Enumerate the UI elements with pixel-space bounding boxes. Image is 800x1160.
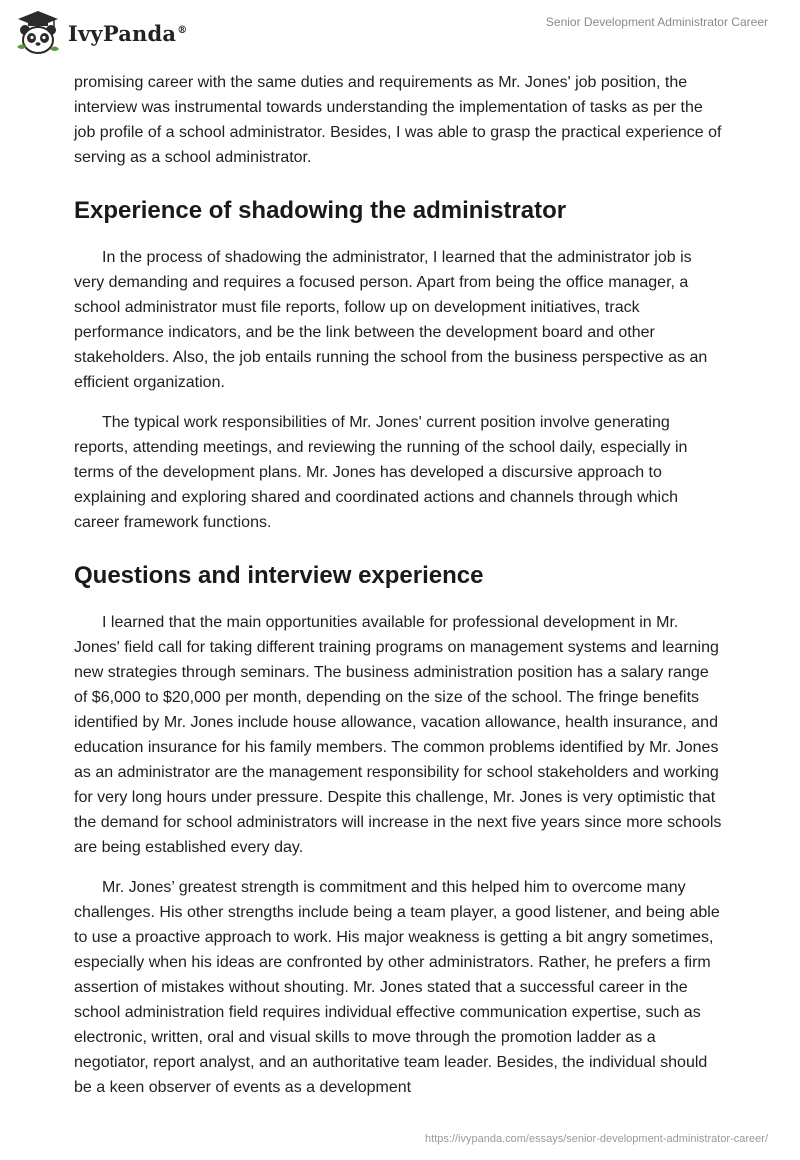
ivypanda-logo[interactable]: [14, 8, 187, 58]
essay-content: [74, 70, 726, 1115]
panda-graduate-logo-icon: [14, 9, 62, 57]
section-heading-questions: Questions and interview experience: [74, 562, 484, 589]
paragraph: Mr. Jones’ greatest strength is commitment and this helped him to overcome many challenges. His other strengths include being a team player, a good listener, and being able to use a proactive approach to work. His major weakness is getting a bit angry sometimes, especially when his ideas are confronted by other administrators. Rather, he prefers a firm assertion of mistakes without shouting. Mr. Jones stated that a successful career in the school administration field requires individual effective communication expertise, such as electronic, written, oral and visual skills to move through the promotion ladder as a negotiator, report analyst, and an authoritative team leader. Besides, the individual should be a keen observer of events as a development: [74, 879, 720, 1096]
section-heading-shadowing: Experience of shadowing the administrator: [74, 197, 567, 224]
intro-paragraph: promising career with the same duties and requirements as Mr. Jones' job position, the interview was instrumental towards understanding the implementation of tasks as per the job profile of a school administrator. Besides, I was able to grasp the practical experience of serving as a school administrator.: [74, 74, 722, 166]
brand-name: IvyPanda®: [68, 20, 188, 46]
paragraph: In the process of shadowing the administrator, I learned that the administrator job is very demanding and requires a focused person. Apart from being the office manager, a school administrator must file reports, follow up on development initiatives, track performance indicators, and be the link between the development board and other stakeholders. Also, the job entails running the school from the business perspective as an efficient organization.: [74, 249, 708, 391]
paragraph: The typical work responsibilities of Mr. Jones' current position involve generating reports, attending meetings, and reviewing the running of the school daily, especially in terms of the development plans. Mr. Jones has developed a discursive approach to explaining and exploring shared and coordinated actions and channels through which career framework functions.: [74, 414, 688, 531]
paragraph: I learned that the main opportunities available for professional development in Mr. Jones' field call for taking different training programs on management systems and learning new strategies through seminars. The business administration position has a salary range of $6,000 to $20,000 per month, depending on the size of the school. The fringe benefits identified by Mr. Jones include house allowance, vacation allowance, health insurance, and education insurance for his family members. The common problems identified by Mr. Jones as an administrator are the management responsibility for school stakeholders and working for very long hours under pressure. Despite this challenge, Mr. Jones is very optimistic that the demand for school administrators will increase in the next five years since more schools are being established every day.: [74, 614, 722, 856]
document-title: Senior Development Administrator Career: [545, 15, 768, 29]
page-header: [0, 0, 800, 70]
footer-source-link[interactable]: https://ivypanda.com/essays/senior-development-administrator-career/: [425, 1133, 768, 1145]
